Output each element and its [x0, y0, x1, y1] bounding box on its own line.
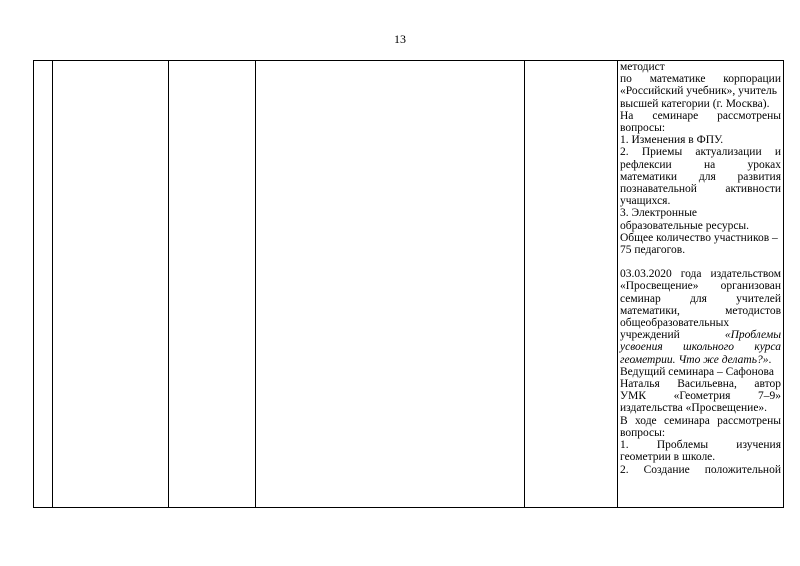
- text-line: семинар для учителей: [620, 292, 781, 305]
- text-line: высшей категории (г. Москва).: [620, 97, 770, 110]
- text-line: В ходе семинара рассмотрены: [620, 414, 781, 427]
- text-line: 1. Проблемы изучения: [620, 439, 781, 452]
- text-line: издательства «Просвещение».: [620, 402, 768, 415]
- text-line: методист: [620, 61, 665, 73]
- text-line: [620, 256, 781, 268]
- text-plain: учреждений: [620, 329, 680, 342]
- text-line: общеобразовательных: [620, 317, 730, 330]
- text-line: 1. Изменения в ФПУ.: [620, 134, 724, 147]
- table-cell-6: [618, 61, 784, 508]
- table-cell-2: [53, 61, 169, 508]
- text-line: рефлексии на уроках: [620, 158, 781, 171]
- text-line: математики, методистов: [620, 304, 781, 317]
- text-line: «Просвещение» организован: [620, 280, 781, 293]
- text-line: На семинаре рассмотрены: [620, 109, 781, 122]
- text-line: УМК «Геометрия 7–9»: [620, 390, 781, 403]
- text-line: 75 педагогов.: [620, 244, 686, 257]
- text-line: усвоения школьного курса: [620, 341, 781, 354]
- text-plain: .: [768, 353, 772, 366]
- table-cell-3: [169, 61, 256, 508]
- text-line: по математике корпорации: [620, 73, 781, 86]
- text-line: «Российский учебник», учитель: [620, 85, 777, 98]
- text-line: геометрии в школе.: [620, 451, 716, 464]
- text-line: Общее количество участников –: [620, 231, 778, 244]
- text-line: [620, 354, 781, 366]
- text-line: 03.03.2020 года издательством: [620, 268, 781, 281]
- text-line: вопросы:: [620, 426, 666, 439]
- document-table: [33, 60, 784, 508]
- table-row: [34, 61, 784, 508]
- text-line: учащихся.: [620, 195, 671, 208]
- table-cell-4: [256, 61, 525, 508]
- text-line: Наталья Васильевна, автор: [620, 378, 781, 391]
- page-number: 13: [394, 32, 406, 46]
- text-line: вопросы:: [620, 122, 666, 135]
- text-line: [620, 329, 781, 341]
- text-line: 2. Приемы актуализации и: [620, 146, 781, 159]
- text-line: математики для развития: [620, 170, 781, 183]
- text-italic: геометрии. Что же делать?»: [620, 353, 769, 366]
- table-cell-5: [525, 61, 618, 508]
- text-line: 2. Создание положительной: [620, 463, 781, 476]
- table-cell-1: [34, 61, 53, 508]
- text-italic: «Проблемы: [724, 329, 781, 342]
- text-line: 3. Электронные: [620, 207, 698, 220]
- text-line: образовательные ресурсы.: [620, 219, 750, 232]
- text-line: познавательной активности: [620, 183, 781, 196]
- text-line: Ведущий семинара – Сафонова: [620, 365, 774, 378]
- seminar-description: [618, 61, 783, 507]
